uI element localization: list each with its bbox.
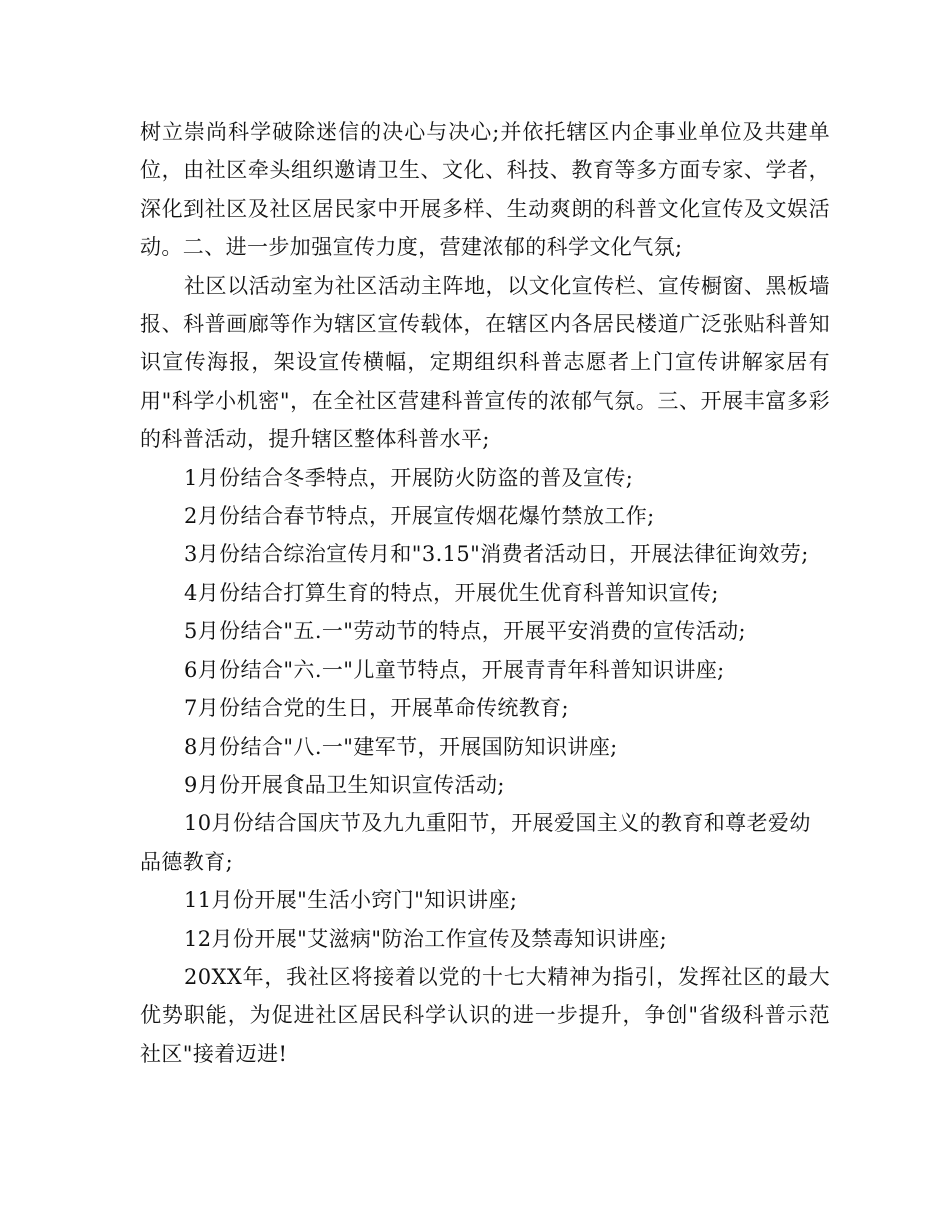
month-item-9: 9月份开展食品卫生知识宣传活动;: [184, 772, 505, 797]
month-item-1: 1月份结合冬季特点，开展防火防盗的普及宣传;: [184, 465, 634, 490]
paragraph-publicity: 社区以活动室为社区活动主阵地，以文化宣传栏、宣传橱窗、黑板墙报、科普画廊等作为辖区宣传载体，在辖区内各居民楼道广泛张贴科普知识宣传海报，架设宣传横幅，定期组织科普志愿者上门宣传讲解家居有用"科学小机密"，在全社区营建科普宣传的浓郁气氛。三、开展丰富多彩的科普活动，提升辖区整体科普水平;: [140, 273, 830, 452]
month-item-3: 3月份结合综治宣传月和"3.15"消费者活动日，开展法律征询效劳;: [184, 542, 809, 567]
month-item-12: 12月份开展"艾滋病"防治工作宣传及禁毒知识讲座;: [184, 926, 668, 951]
month-item-4: 4月份结合打算生育的特点，开展优生优育科普知识宣传;: [184, 580, 719, 605]
paragraph-intro: 树立崇尚科学破除迷信的决心与决心;并依托辖区内企事业单位及共建单位，由社区牵头组织邀请卫生、文化、科技、教育等多方面专家、学者，深化到社区及社区居民家中开展多样、生动爽朗的科普文化宣传及文娱活动。二、进一步加强宣传力度，营建浓郁的科学文化气氛;: [140, 120, 830, 260]
month-item-2: 2月份结合春节特点，开展宣传烟花爆竹禁放工作;: [184, 504, 655, 529]
month-item-10: 10月份结合国庆节及九九重阳节，开展爱国主义的教育和尊老爱幼品德教育;: [140, 811, 811, 874]
paragraph-closing: 20XX年，我社区将接着以党的十七大精神为指引，发挥社区的最大优势职能，为促进社区居民科学认识的进一步提升，争创"省级科普示范社区"接着迈进!: [140, 964, 830, 1066]
month-item-5: 5月份结合"五.一"劳动节的特点，开展平安消费的宣传活动;: [184, 619, 747, 644]
month-item-8: 8月份结合"八.一"建军节，开展国防知识讲座;: [184, 734, 618, 759]
document-body: [140, 113, 830, 1073]
month-item-6: 6月份结合"六.一"儿童节特点，开展青青年科普知识讲座;: [184, 657, 725, 682]
month-item-7: 7月份结合党的生日，开展革命传统教育;: [184, 696, 570, 721]
month-item-11: 11月份开展"生活小窍门"知识讲座;: [184, 888, 518, 913]
